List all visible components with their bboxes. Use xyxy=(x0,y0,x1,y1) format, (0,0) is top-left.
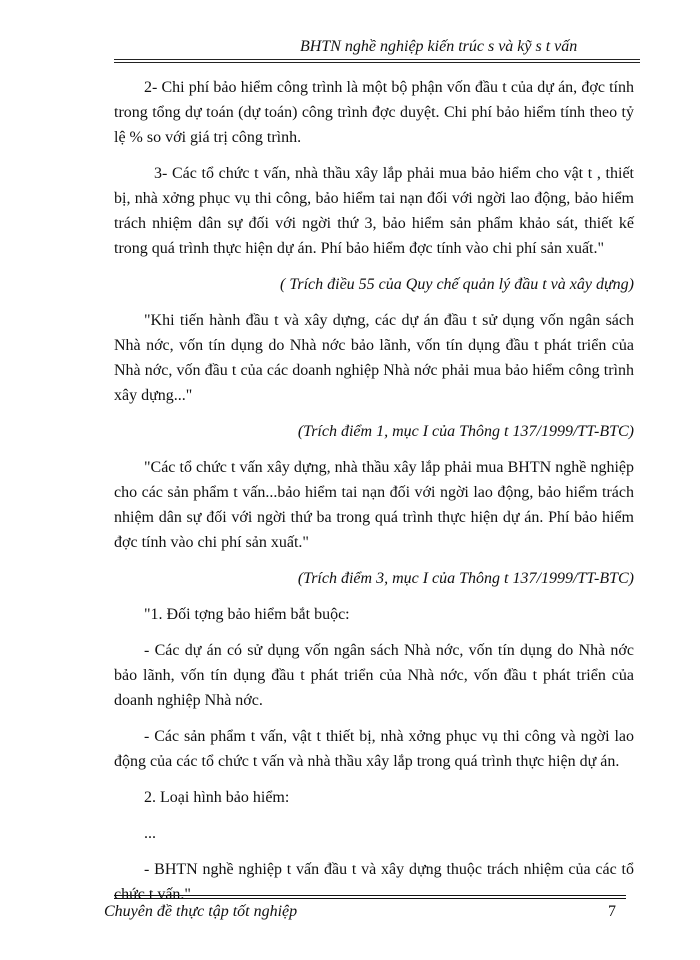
citation-article-55: ( Trích điều 55 của Quy chế quản lý đầu t và xây dựng) xyxy=(280,276,634,293)
body-text xyxy=(114,75,634,907)
page-number: 7 xyxy=(608,903,616,920)
page-header: BHTN nghề nghiệp kiến trúc s và kỹ s t vấn xyxy=(300,38,578,55)
list-item-bhtn: - BHTN nghề nghiệp t vấn đầu t và xây dựng thuộc trách nhiệm của các tổ chức t vấn." xyxy=(114,861,634,903)
footer-title: Chuyên đề thực tập tốt nghiệp xyxy=(104,903,298,920)
heading-mandatory-objects: "1. Đối tợng bảo hiểm bắt buộc: xyxy=(144,606,350,623)
header-rule-top xyxy=(114,59,640,60)
paragraph-contractors: 3- Các tổ chức t vấn, nhà thầu xây lắp phải mua bảo hiểm cho vật t , thiết bị, nhà xởng phục vụ thi công, bảo hiểm tai nạn đối với ngời lao động, bảo hiểm trách nhiệm dân sự đối với ngời thứ 3, bảo hiểm sản phẩm khảo sát, thiết kế trong quá trình thực hiện dự án. Phí bảo hiểm đợc tính vào chi phí sản xuất." xyxy=(114,165,634,257)
footer-rule-top xyxy=(114,895,626,896)
citation-point-1: (Trích điểm 1, mục I của Thông t 137/1999/TT-BTC) xyxy=(297,423,634,440)
list-item-projects: - Các dự án có sử dụng vốn ngân sách Nhà nớc, vốn tín dụng do Nhà nớc bảo lãnh, vốn tín dụng đầu t phát triển của Nhà nớc, vốn đầu t phát triển của doanh nghiệp Nhà nớc. xyxy=(114,642,634,709)
paragraph-cost: 2- Chi phí bảo hiểm công trình là một bộ phận vốn đầu t của dự án, đợc tính trong tổng dự toán (dự toán) công trình đợc duyệt. Chi phí bảo hiểm tính theo tỷ lệ % so với giá trị công trình. xyxy=(114,79,634,146)
paragraph-quote-consultants: "Các tổ chức t vấn xây dựng, nhà thầu xây lắp phải mua BHTN nghề nghiệp cho các sản phẩm t vấn...bảo hiểm tai nạn đối với ngời lao động, bảo hiểm trách nhiệm dân sự đối với ngời thứ ba trong quá trình thực hiện dự án. Phí bảo hiểm đợc tính vào chi phí sản xuất." xyxy=(114,459,634,551)
header-rule-bottom xyxy=(114,62,640,63)
heading-insurance-types: 2. Loại hình bảo hiểm: xyxy=(144,789,290,806)
footer-rule-bottom xyxy=(114,898,626,899)
citation-point-3: (Trích điểm 3, mục I của Thông t 137/1999/TT-BTC) xyxy=(297,570,634,587)
list-item-products: - Các sản phẩm t vấn, vật t thiết bị, nhà xởng phục vụ thi công và ngời lao động của các tổ chức t vấn và nhà thầu xây lắp trong quá trình thực hiện dự án. xyxy=(114,728,634,770)
ellipsis-line: ... xyxy=(144,825,156,842)
paragraph-quote-investment: "Khi tiến hành đầu t và xây dựng, các dự án đầu t sử dụng vốn ngân sách Nhà nớc, vốn tín dụng do Nhà nớc bảo lãnh, vốn tín dụng đầu t phát triển của Nhà nớc, vốn đầu t của các doanh nghiệp Nhà nớc phải mua bảo hiểm công trình xây dựng..." xyxy=(114,312,634,404)
